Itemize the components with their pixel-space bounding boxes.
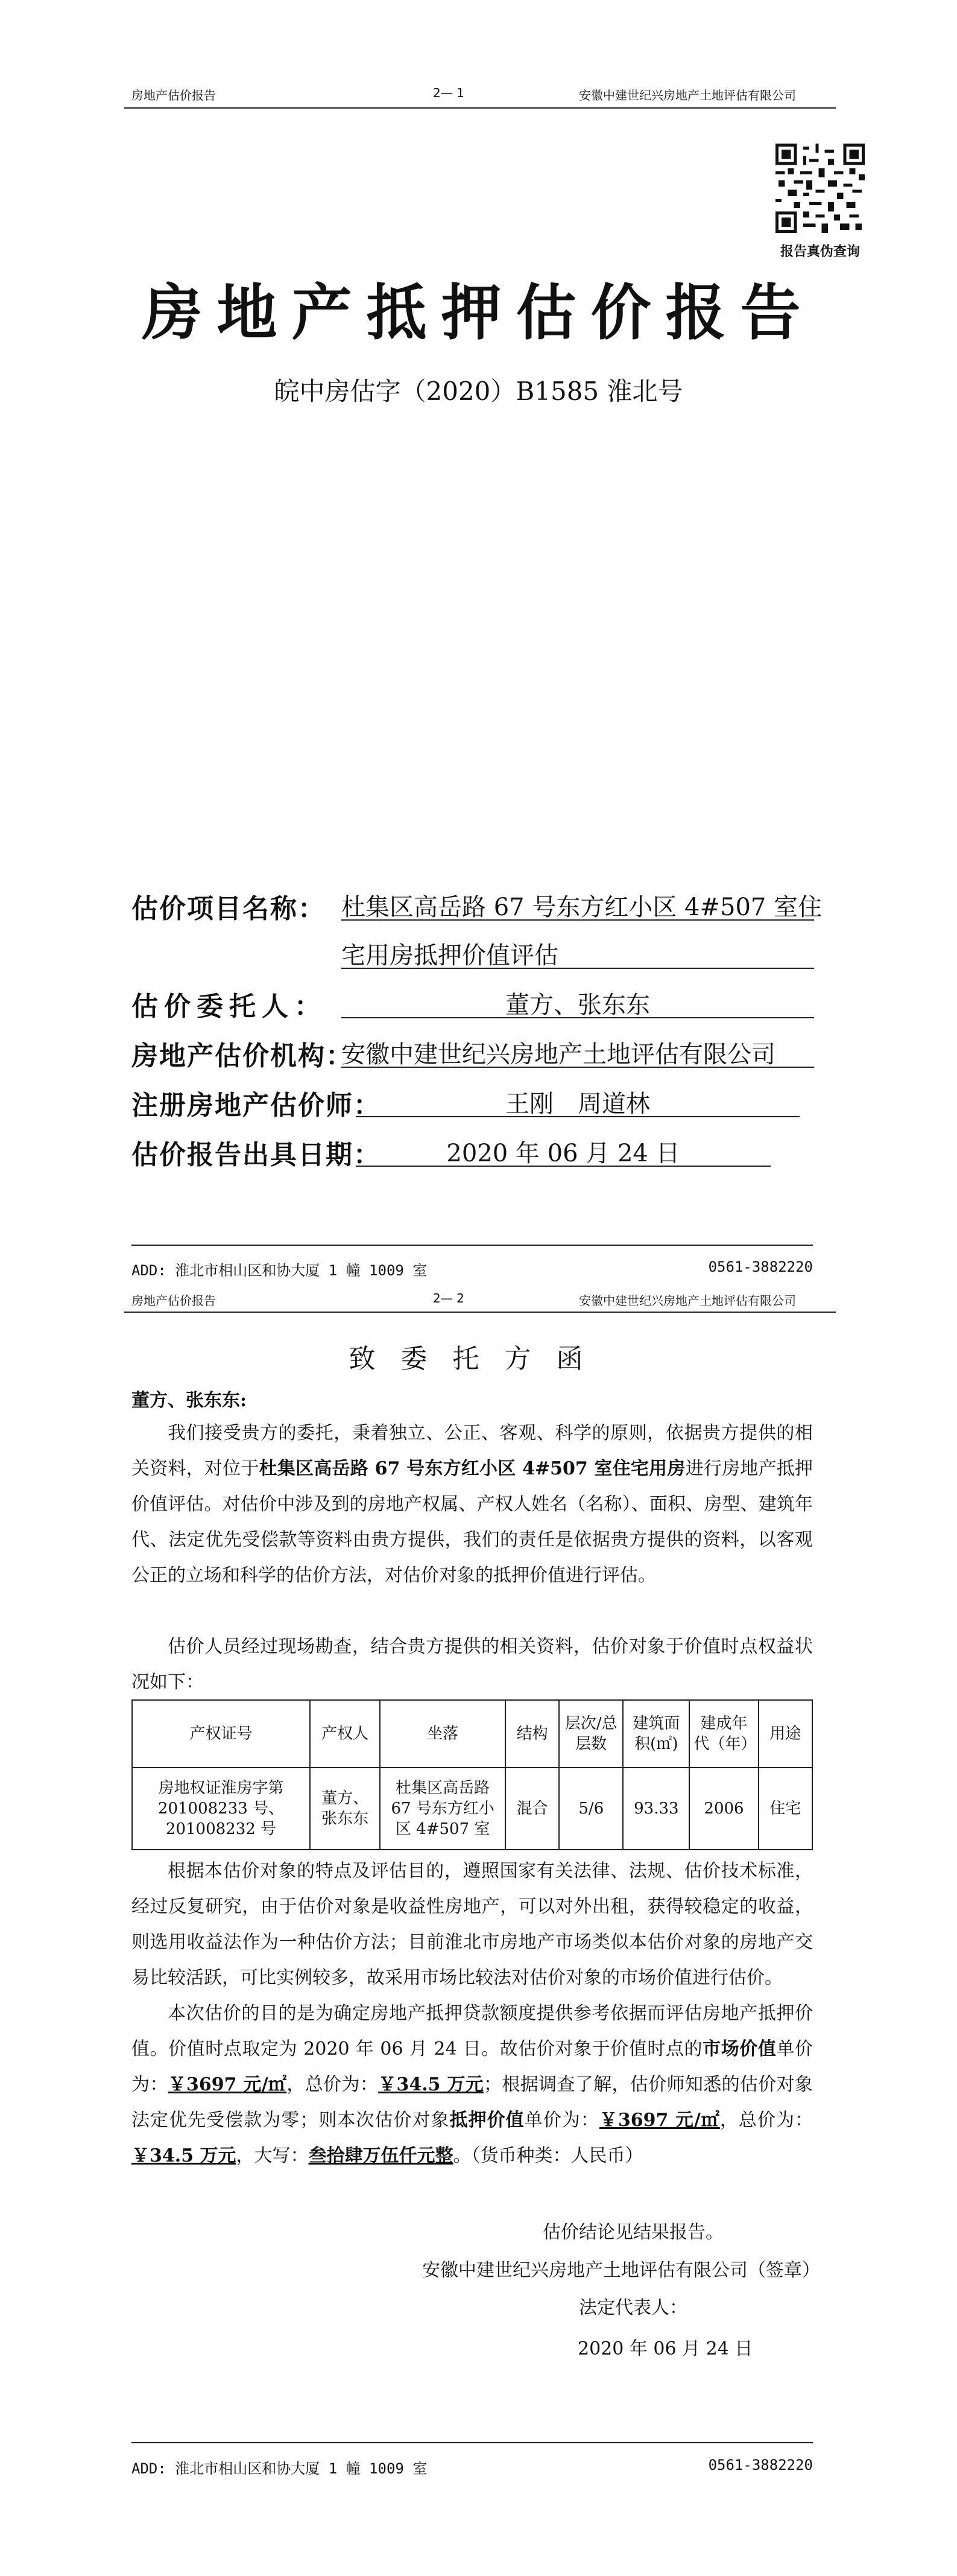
page1-header-left: 房地产估价报告	[131, 88, 216, 103]
letter-paragraph-2: 估价人员经过现场勘查，结合贵方提供的相关资料，估价对象于价值时点权益状况如下：	[131, 1636, 813, 1693]
client-underline	[341, 1017, 814, 1018]
report-date-label: 估价报告出具日期：	[131, 1140, 381, 1170]
p4-mortgage-total-price: ￥34.5 万元	[131, 2145, 236, 2166]
td-floor: 5/6	[559, 1768, 623, 1850]
page2-header-left: 房地产估价报告	[131, 1293, 216, 1308]
page2-header-rule	[124, 1312, 836, 1313]
p4-market-unit-price: ￥3697 元/㎡	[168, 2074, 287, 2095]
td-use: 住宅	[759, 1768, 812, 1850]
agency-value: 安徽中建世纪兴房地产土地评估有限公司	[341, 1041, 775, 1068]
letter-title: 致委托方函	[349, 1344, 608, 1374]
p1-text-c: 进行房地产抵押价值评估。对估价中涉及到的房地产权属、产权人姓名（名称）、面积、房型、建筑年代、法定优先受偿款等资料由贵方提供，我们的责任是依据贵方提供的资料，以客观公正的立场和科学的估价方法，对估价对象的抵押价值进行评估。	[131, 1458, 813, 1586]
page2-header-page-number: 2— 2	[433, 1291, 464, 1305]
signature-date: 2020 年 06 月 24 日	[578, 2338, 753, 2359]
p1-property-address: 杜集区高岳路 67 号东方红小区 4#507 室住宅用房	[259, 1458, 686, 1479]
page1-footer-phone: 0561-3882220	[708, 1258, 813, 1275]
letter-salutation: 董方、张东东:	[131, 1390, 247, 1411]
p4-text-i: 单价为：	[524, 2110, 599, 2131]
page2-header-right: 安徽中建世纪兴房地产土地评估有限公司	[579, 1293, 796, 1308]
p4-text-o: 。（货币种类：人民币）	[453, 2145, 643, 2166]
p4-market-total-price: ￥34.5 万元	[378, 2074, 484, 2095]
th-floor: 层次/总层数	[559, 1700, 623, 1768]
page1-header-page-number: 2— 1	[433, 86, 464, 100]
p1-text-a: 我们接受贵方的委托，秉着独立、公正、客观、科学的原则，依据贵方提供的相关资料，对位于	[131, 1423, 813, 1479]
p4-text-c: 单价为：	[131, 2038, 813, 2095]
qr-caption: 报告真伪查询	[780, 244, 861, 259]
page1-footer-rule	[131, 1245, 813, 1246]
letter-paragraph-3: 根据本估价对象的特点及评估目的，遵照国家有关法律、法规、估价技术标准，经过反复研究，由于估价对象是收益性房地产，可以对外出租，获得较稳定的收益，则选用收益法作为一种估价方法；目前淮北市房地产市场类似本估价对象的房地产交易比较活跃，可比实例较多，故采用市场比较法对估价对象的市场价值进行估价。	[131, 1861, 813, 1988]
project-name-underline-2	[341, 968, 814, 969]
th-use: 用途	[759, 1700, 812, 1768]
p4-market-value-label: 市场价值	[703, 2038, 777, 2060]
page1-header-rule	[124, 107, 836, 109]
project-name-label: 估价项目名称：	[131, 893, 326, 924]
p4-text-m: ，大写：	[236, 2145, 309, 2166]
page2-footer-phone: 0561-3882220	[708, 2457, 813, 2473]
page2-footer-address: ADD: 淮北市相山区和协大厦 1 幢 1009 室	[131, 2460, 428, 2477]
th-area: 建筑面积(㎡)	[623, 1700, 689, 1768]
th-owner: 产权人	[310, 1700, 380, 1768]
signature-representative: 法定代表人：	[579, 2297, 687, 2318]
page2-footer	[131, 2457, 813, 2478]
client-value: 董方、张东东	[505, 991, 650, 1019]
project-name-underline-1	[341, 919, 814, 921]
appraiser-underline	[356, 1116, 800, 1117]
p4-text-g: ；根据调查了解，估价师知悉的估价对象法定优先受偿款为零；则本次估价对象	[131, 2074, 813, 2131]
qr-code-icon[interactable]	[775, 144, 865, 233]
p4-text-e: ，总价为：	[286, 2074, 379, 2095]
td-area: 93.33	[623, 1768, 689, 1850]
td-year: 2006	[689, 1768, 758, 1850]
agency-underline	[341, 1067, 814, 1068]
th-year: 建成年代（年）	[689, 1700, 758, 1768]
p4-mortgage-unit-price: ￥3697 元/㎡	[599, 2110, 720, 2131]
td-owner: 董方、张东东	[310, 1768, 380, 1850]
appraiser-value: 王刚 周道林	[505, 1090, 650, 1118]
page2-footer-rule	[131, 2442, 813, 2443]
th-cert-no: 产权证号	[132, 1700, 310, 1768]
p4-text-k: ，总价为：	[719, 2110, 813, 2131]
td-cert-no: 房地权证淮房字第 201008233 号、201008232 号	[132, 1768, 310, 1850]
report-number: 皖中房估字（2020）B1585 淮北号	[274, 376, 683, 406]
p4-text-a: 本次估价的目的是为确定房地产抵押贷款额度提供参考依据而评估房地产抵押价值。价值时点取定为 2020 年 06 月 24 日。故估价对象于价值时点的	[131, 2003, 813, 2060]
report-date-value: 2020 年 06 月 24 日	[446, 1140, 680, 1167]
page1-header-right: 安徽中建世纪兴房地产土地评估有限公司	[579, 88, 796, 103]
appraiser-label: 注册房地产估价师：	[131, 1090, 381, 1121]
td-structure: 混合	[505, 1768, 559, 1850]
p4-mortgage-value-label: 抵押价值	[449, 2110, 525, 2131]
report-title: 房地产抵押估价报告	[142, 277, 815, 348]
page1-footer	[131, 1258, 813, 1280]
td-location: 杜集区高岳路 67 号东方红小区 4#507 室	[380, 1768, 505, 1850]
letter-paragraph-1	[131, 1415, 813, 1593]
th-structure: 结构	[505, 1700, 559, 1768]
letter-paragraph-4	[131, 1996, 813, 2174]
client-label: 估价委托人：	[131, 991, 327, 1022]
conclusion-note: 估价结论见结果报告。	[543, 2222, 724, 2243]
signature-company: 安徽中建世纪兴房地产土地评估有限公司（签章）	[422, 2260, 820, 2281]
project-name-value-line1: 杜集区高岳路 67 号东方红小区 4#507 室住	[341, 893, 823, 921]
report-date-underline	[356, 1166, 771, 1167]
property-table	[131, 1699, 813, 1850]
agency-label: 房地产估价机构：	[131, 1041, 353, 1071]
th-location: 坐落	[380, 1700, 505, 1768]
table-row	[132, 1768, 812, 1850]
project-name-value-line2: 宅用房抵押价值评估	[341, 942, 558, 969]
page1-footer-address: ADD: 淮北市相山区和协大厦 1 幢 1009 室	[131, 1262, 428, 1279]
p4-amount-in-words: 叁拾肆万伍仟元整	[308, 2145, 453, 2166]
